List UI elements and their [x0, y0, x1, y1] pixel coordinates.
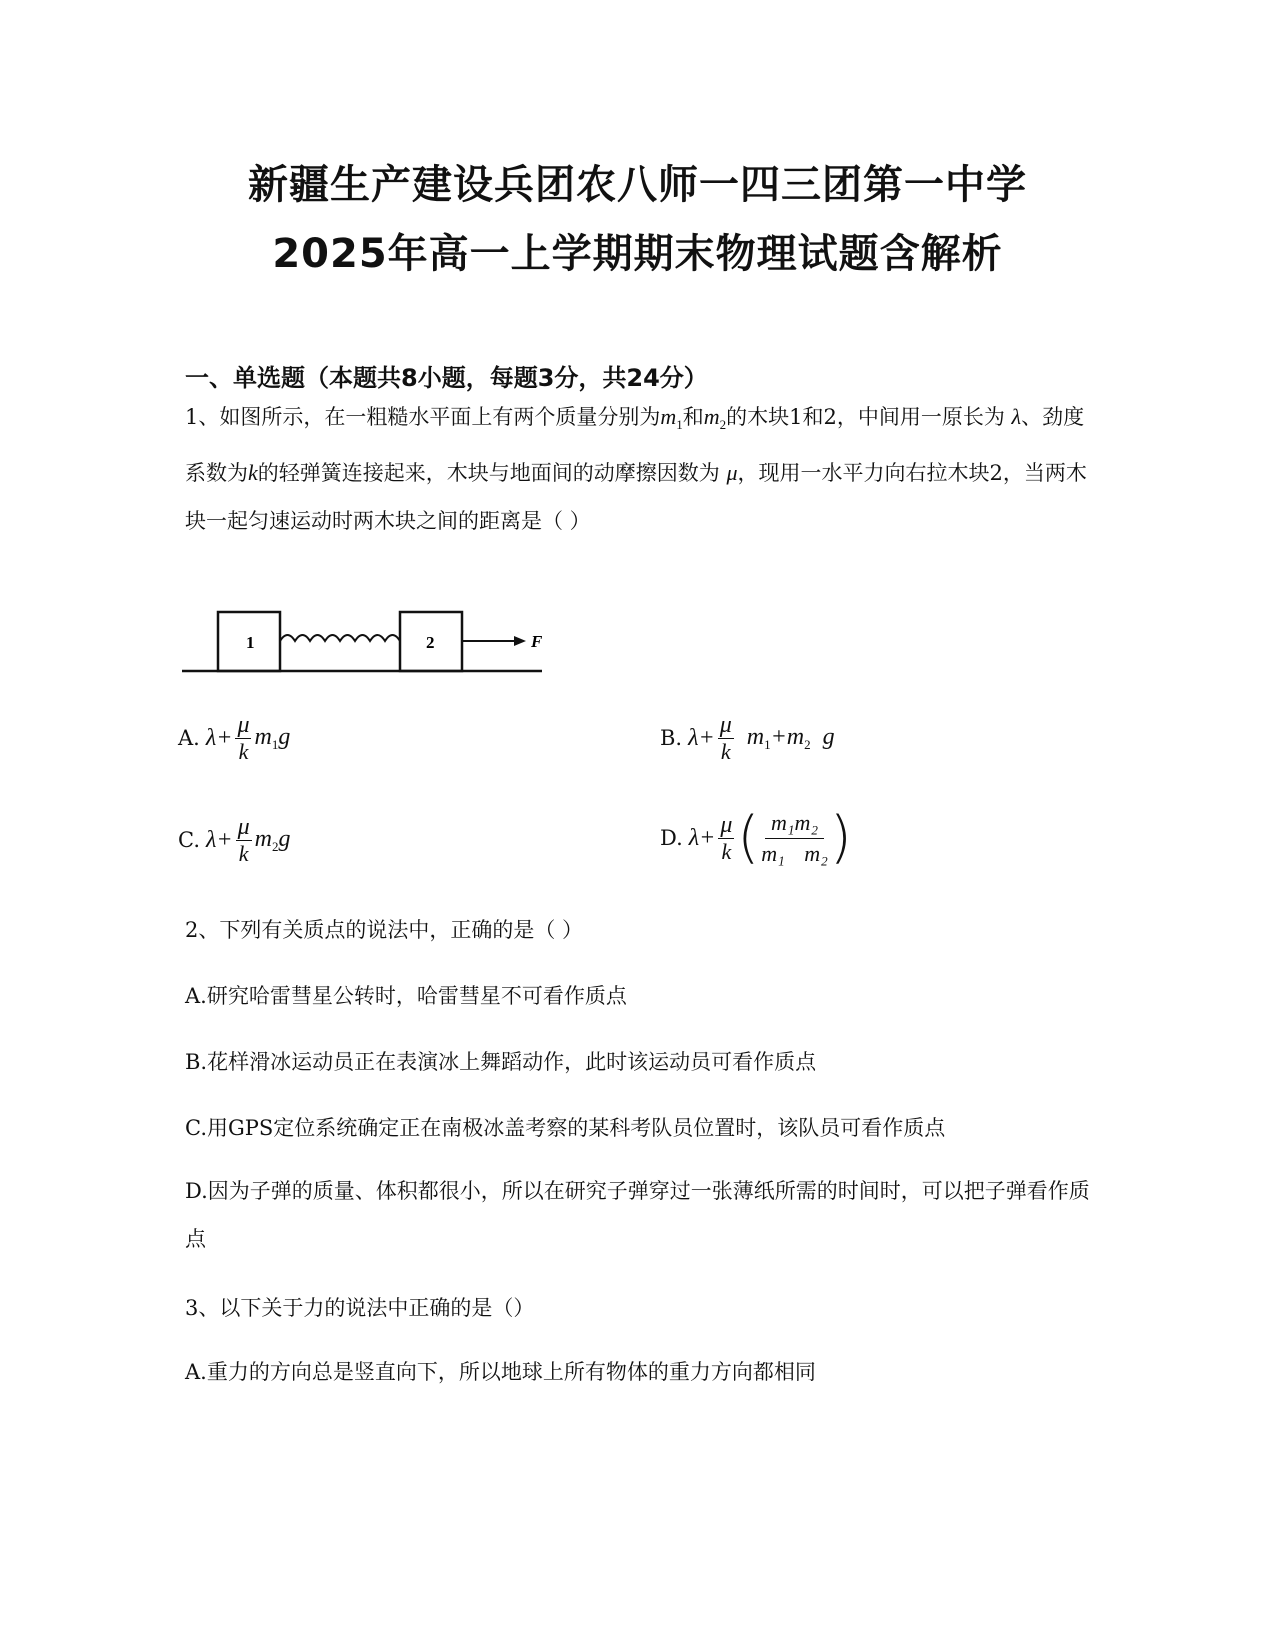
q1-text: 的轻弹簧连接起来，木块与地面间的动摩擦因数为 [257, 461, 727, 485]
q1-text: 、劲度系数为 [185, 405, 1085, 485]
force-arrow-head [514, 636, 526, 646]
q1-option-d[interactable]: D. λ+ $\frac{\mu}{k}$ ( $\frac{\text{m₁m₂}}{\text{m₁ m₂}}$ ) [660, 805, 852, 870]
block-2-label: 2 [426, 633, 435, 652]
title-line-1: 新疆生产建设兵团农八师一四三团第一中学 [248, 162, 1027, 208]
q1-option-a[interactable]: A. λ+ $\frac{\mu}{k}$ $m_1g$ [178, 711, 291, 764]
q2-option-b[interactable]: B.花样滑冰运动员正在表演冰上舞蹈动作，此时该运动员可看作质点 [185, 1050, 817, 1074]
fraction-mu-over-k: $\frac{\mu}{k}$ [237, 711, 250, 764]
q1-text: ，现用一水平力向右拉木块2，当两木块一起匀速运动时两木块之间的距离是（ ） [185, 461, 1087, 533]
mu-symbol: μ [726, 460, 738, 485]
lambda-symbol: λ [1011, 404, 1022, 429]
question-3-stem: 3、以下关于力的说法中正确的是（） [185, 1296, 535, 1320]
q2-option-d[interactable]: D.因为子弹的质量、体积都很小，所以在研究子弹穿过一张薄纸所需的时间时，可以把子弹看作质点 [185, 1179, 1090, 1251]
block-1-label: 1 [246, 633, 255, 652]
q1-text: 的木块1和2，中间用一原长为 [726, 405, 1012, 429]
spring-blocks-figure [180, 605, 560, 680]
title-line-2: 2025年高一上学期期末物理试题含解析 [272, 231, 1003, 277]
section-heading: 一、单选题（本题共8小题，每题3分，共24分） [185, 364, 708, 392]
mass-m1: $m_1$ [660, 404, 683, 432]
q1-option-c[interactable]: C. λ+ $\frac{\mu}{k}$ $m_2g$ [178, 813, 291, 866]
q3-option-a[interactable]: A.重力的方向总是竖直向下，所以地球上所有物体的重力方向都相同 [185, 1360, 816, 1384]
mass-m2: $m_2$ [703, 404, 727, 432]
question-1-stem [185, 393, 1090, 545]
force-label: F [531, 632, 543, 651]
left-paren: ( [737, 805, 760, 870]
q1-text: 1、如图所示，在一粗糙水平面上有两个质量分别为 [185, 405, 661, 429]
q2-option-a[interactable]: A.研究哈雷彗星公转时，哈雷彗星不可看作质点 [185, 984, 627, 1008]
fraction-mu-over-k: $\frac{\mu}{k}$ [720, 811, 733, 864]
spring [280, 635, 400, 641]
fraction-mu-over-k: $\frac{\mu}{k}$ [237, 813, 250, 866]
question-2-stem: 2、下列有关质点的说法中，正确的是（ ） [185, 918, 584, 942]
q1-option-b[interactable]: B. λ+ $\frac{\mu}{k}$ $m_1+m_2$ g [660, 711, 835, 764]
fraction-mu-over-k: $\frac{\mu}{k}$ [719, 711, 732, 764]
q2-option-c[interactable]: C.用GPS定位系统确定正在南极冰盖考察的某科考队员位置时，该队员可看作质点 [185, 1116, 946, 1140]
q1-text: 和 [682, 405, 704, 429]
fraction-mass-product: $\frac{\text{m₁m₂}}{\text{m₁ m₂}}$ [761, 809, 828, 866]
right-paren: ) [829, 805, 852, 870]
k-symbol: k [248, 460, 258, 485]
